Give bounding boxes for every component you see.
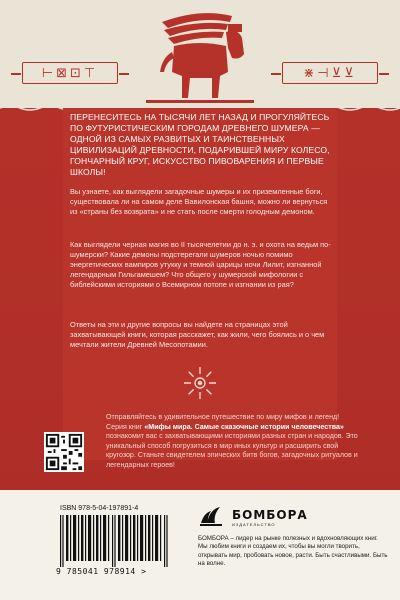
cuneiform-glyphs-right: ⋇⊣⊻⊻ [303, 65, 357, 81]
cuneiform-plate-right [282, 62, 378, 84]
barcode-digits: 9 785041 978914 > [56, 567, 147, 576]
cuneiform-plate-left [22, 62, 118, 84]
barcode [58, 515, 176, 567]
publisher-about: БОМБОРА – лидер на рынке полезных и вдохновляющих книг. Мы любим книги и создаем их, чтобы вы могли творить, открывать мир, пробовать новое, расти. Быть счастливыми. Быть на волне. [198, 535, 388, 568]
qr-code [44, 432, 84, 472]
promo-text-intro: Отправляйтесь в удивительное путешествие по миру мифов и легенд! Серия книг [106, 413, 340, 431]
sun-ornament-icon [182, 365, 218, 401]
paragraph-2: Как выглядели черная магия во II тысячелетии до н. э. и охота на ведьм по-шумерски? Какие демоны подстерегали шумеров ночью помимо энергетических вампиров утукку и темной царицы ночи Лилит, изгнанной легендарным Гильгамешем? Что общего у шумерской мифологии с библейскими историями о Всемирном потопе и изгнании из рая? [70, 240, 331, 289]
paragraph-1: Вы узнаете, как выглядели загадочные шумеры и их приземленные боги, существовала ли на самом деле Вавилонская башня, можно ли вернуться из «страны без возврата» и не стать после смерти голодным демоном. [70, 187, 328, 216]
lead-paragraph: ПЕРЕНЕСИТЕСЬ НА ТЫСЯЧИ ЛЕТ НАЗАД И ПРОГУЛЯЙТЕСЬ ПО ФУТУРИСТИЧЕСКИМ ГОРОДАМ ДРЕВНЕГО ШУМЕРА — ОДНОЙ ИЗ САМЫХ РАЗВИТЫХ И ТАИНСТВЕННЫХ ЦИВИЛИЗАЦИЙ ДРЕВНОСТИ, ПОДАРИВШЕЙ МИРУ КОЛЕСО, ГОНЧАРНЫЙ КРУГ, ИСКУССТВО ПИВОВАРЕНИЯ И ПЕРВЫЕ ШКОЛЫ! [70, 112, 330, 177]
publisher-subtitle: ИЗДАТЕЛЬСТВО [232, 522, 276, 527]
series-promo-text [106, 413, 361, 470]
series-title: «Мифы мира. Самые сказочные истории человечества» [144, 422, 344, 431]
ornament-band [0, 0, 400, 108]
cuneiform-glyphs-left: ⊢⊠⊡⊤ [41, 65, 99, 81]
bombora-logo-icon [198, 503, 224, 529]
publisher-name: БОМБОРА [232, 508, 308, 522]
isbn-label: ISBN 978-5-04-197891-4 [60, 505, 139, 512]
lamassu-illustration [140, 2, 260, 106]
promo-text-body: познакомит вас с захватывающими историями разных стран и народов. Это уникальный способ погрузиться в мир иных культур и расширить свой кругозор. Станьте свидетелем эпических битв богов, загадочных ритуалов и легендарных героев! [106, 432, 358, 469]
paragraph-3: Ответы на эти и другие вопросы вы найдете на страницах этой захватывающей книги, которая расскажет, как жили, чего боялись и о чем мечтали жители Древней Месопотамии. [70, 320, 325, 349]
